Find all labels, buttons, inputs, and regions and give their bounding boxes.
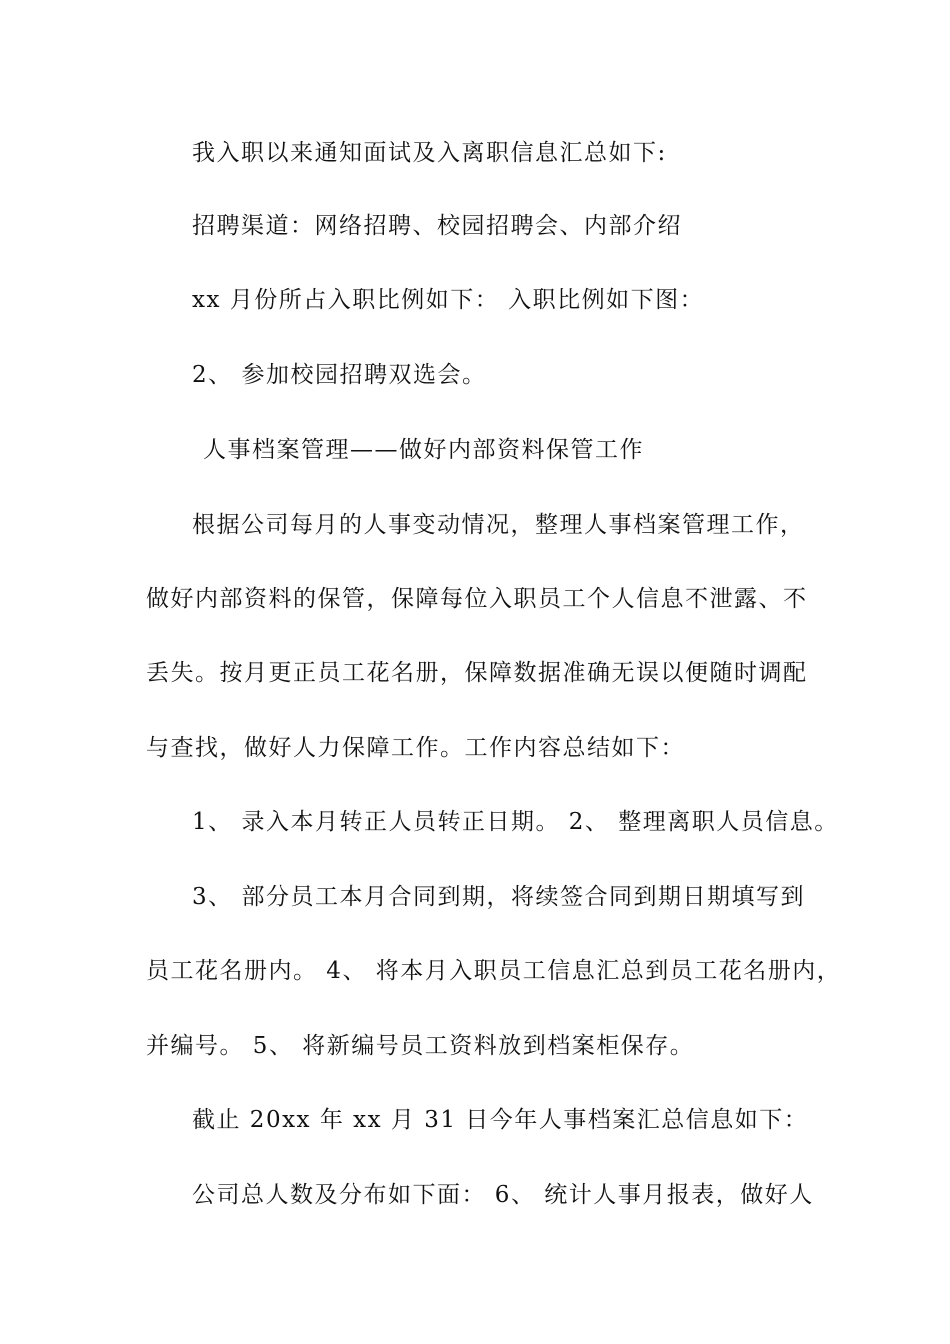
paragraph-line: 并编号。 5、 将新编号员工资料放到档案柜保存。 (146, 1033, 695, 1059)
paragraph-line: 公司总人数及分布如下面： 6、 统计人事月报表，做好人 (192, 1182, 814, 1208)
paragraph-line: 1、 录入本月转正人员转正日期。 2、 整理离职人员信息。 (192, 809, 839, 835)
paragraph-line: 招聘渠道：网络招聘、校园招聘会、内部介绍 (192, 213, 682, 239)
paragraph-line: 员工花名册内。 4、 将本月入职员工信息汇总到员工花名册内， (146, 958, 842, 984)
paragraph-line: 我入职以来通知面试及入离职信息汇总如下: (192, 140, 667, 166)
paragraph-line: xx 月份所占入职比例如下： 入职比例如下图： (192, 287, 705, 313)
paragraph-line: 截止 20xx 年 xx 月 31 日今年人事档案汇总信息如下： (192, 1107, 809, 1133)
paragraph-line: 根据公司每月的人事变动情况，整理人事档案管理工作， (192, 512, 805, 538)
paragraph-line: 2、 参加校园招聘双选会。 (192, 362, 487, 388)
paragraph-line: 做好内部资料的保管，保障每位入职员工个人信息不泄露、不 (146, 586, 808, 612)
paragraph-line: 3、 部分员工本月合同到期，将续签合同到期日期填写到 (192, 884, 805, 910)
paragraph-line: 与查找，做好人力保障工作。工作内容总结如下： (146, 735, 685, 761)
paragraph-line: 丢失。按月更正员工花名册，保障数据准确无误以便随时调配 (146, 660, 808, 686)
section-heading: 人事档案管理——做好内部资料保管工作 (203, 437, 644, 463)
